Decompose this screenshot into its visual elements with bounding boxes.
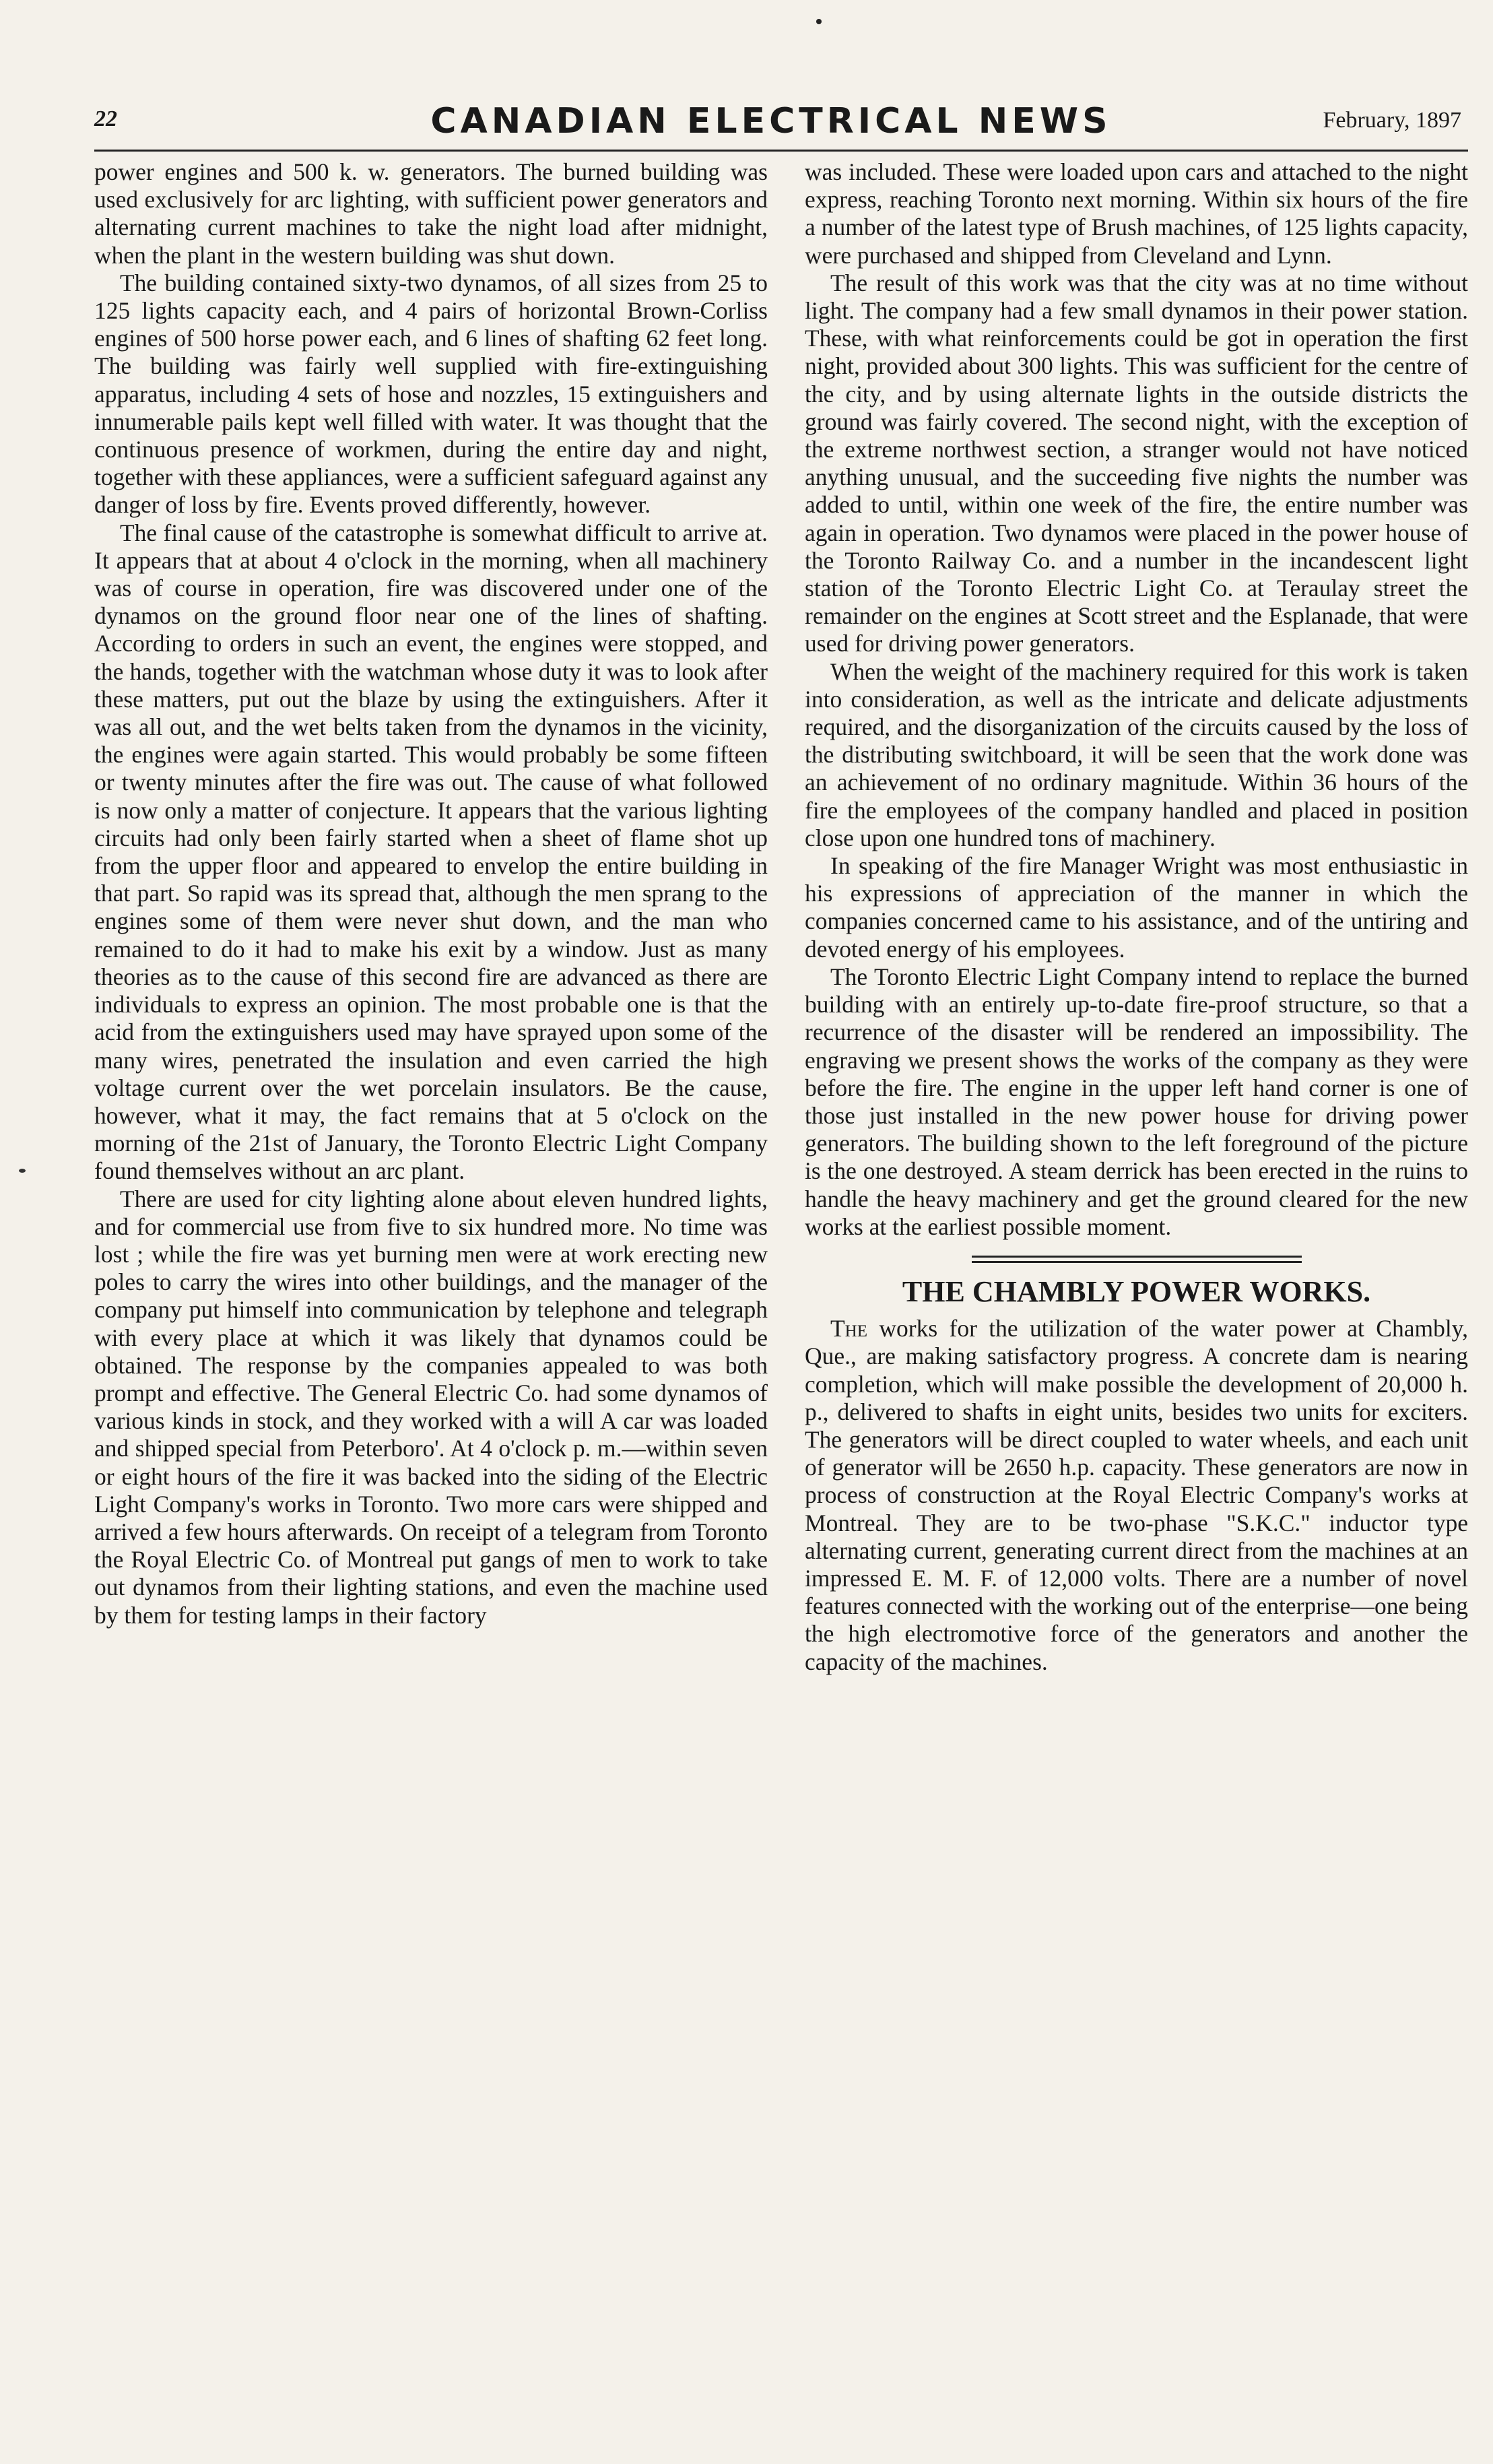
paragraph: The building contained sixty-two dynamos, of all sizes from 25 to 125 lights capacity each, and 4 pairs of horizontal Brown-Corliss engines of 500 horse power each, and 6 lines of shafting 62 feet long. The building was fairly well supplied with fire-extinguishing apparatus, including 4 sets of hose and nozzles, 15 extinguishers and innumerable pails kept well filled with water. It was thought that the continuous presence of workmen, during the entire day and night, together with these appliances, were a sufficient safeguard against any danger of loss by fire. Events proved differently, however. [94, 269, 768, 519]
right-column [805, 158, 1468, 1676]
paragraph: When the weight of the machinery required for this work is taken into consideration, as well as the intricate and delicate adjustments required, and the disorganization of the circuits caused by the loss of the distributing switchboard, it will be seen that the work done was an achievement of no ordinary magnitude. Within 36 hours of the fire the employees of the company handled and placed in position close upon one hundred tons of machinery. [805, 657, 1468, 851]
header-rule [94, 150, 1468, 152]
paragraph [805, 1315, 1468, 1676]
section-divider [972, 1256, 1302, 1263]
paragraph: The Toronto Electric Light Company intend to replace the burned building with an entirely up-to-date fire-proof structure, so that a recurrence of the disaster will be rendered an impossibility. The engraving we present shows the works of the company as they were before the fire. The engine in the upper left hand corner is one of those just installed in the new power house for driving power generators. The building shown to the left foreground of the picture is the one destroyed. A steam derrick has been erected in the ruins to handle the heavy machinery and get the ground cleared for the new works at the earliest possible moment. [805, 963, 1468, 1240]
page-number: 22 [94, 106, 117, 131]
issue-date: February, 1897 [1323, 108, 1461, 133]
section-title: THE CHAMBLY POWER WORKS. [902, 1274, 1371, 1308]
ink-dot [816, 19, 822, 24]
paragraph: The final cause of the catastrophe is somewhat difficult to arrive at. It appears that at about 4 o'clock in the morning, when all machinery was of course in operation, fire was discovered under one of the dynamos on the ground floor near one of the lines of shafting. According to orders in such an event, the engines were stopped, and the hands, together with the watchman whose duty it was to look after these matters, put out the blaze by using the extinguishers. After it was all out, and the wet belts taken from the dynamos in the vicinity, the engines were again started. This would probably be some fifteen or twenty minutes after the fire was out. The cause of what followed is now only a matter of conjecture. It appears that the various lighting circuits had only been fairly started when a sheet of flame shot up from the upper floor and appeared to envelop the entire building in that part. So rapid was its spread that, although the men sprang to the engines some of them were never shut down, and the man who remained to do it had to make his exit by a window. Just as many theories as to the cause of this second fire are advanced as there are individuals to express an opinion. The most probable one is that the acid from the extinguishers used may have sprayed upon some of the many wires, penetrated the insulation and even carried the high voltage current over the wet porcelain insulators. Be the cause, however, what it may, the fact remains that at 5 o'clock on the morning of the 21st of January, the Toronto Electric Light Company found themselves without an arc plant. [94, 519, 768, 1185]
masthead: CANADIAN ELECTRICAL NEWS [430, 101, 1112, 141]
paragraph: power engines and 500 k. w. generators. The burned building was used exclusively for arc lighting, with sufficient power generators and alternating current machines to take the night load after midnight, when the plant in the western building was shut down. [94, 158, 768, 269]
ink-dot [19, 1169, 26, 1173]
paragraph-body: works for the utilization of the water power at Chambly, Que., are making satisfactory progress. A concrete dam is nearing completion, which will make possible the development of 20,000 h. p., delivered to shafts in eight units, besides two units for exciters. The generators will be direct coupled to water wheels, and each unit of generator will be 2650 h.p. capacity. These generators are now in process of construction at the Royal Electric Company's works at Montreal. They are to be two-phase "S.K.C." inductor type alternating current, generating current direct from the machines at an impressed E. M. F. of 12,000 volts. There are a number of novel features connected with the working out of the enterprise—one being the high electromotive force of the generators and another the capacity of the machines. [805, 1315, 1469, 1675]
paragraph: was included. These were loaded upon cars and attached to the night express, reaching Toronto next morning. Within six hours of the fire a number of the latest type of Brush machines, of 125 lights capacity, were purchased and shipped from Cleveland and Lynn. [805, 158, 1468, 269]
paragraph: There are used for city lighting alone about eleven hundred lights, and for commercial use from five to six hundred more. No time was lost ; while the fire was yet burning men were at work erecting new poles to carry the wires into other buildings, and the manager of the company put himself into communication by telephone and telegraph with every place at which it was likely that dynamos could be obtained. The response by the companies appealed to was both prompt and effective. The General Electric Co. had some dynamos of various kinds in stock, and they worked with a will A car was loaded and shipped special from Peterboro'. At 4 o'clock p. m.—within seven or eight hours of the fire it was backed into the siding of the Electric Light Company's works in Toronto. Two more cars were shipped and arrived a few hours afterwards. On receipt of a telegram from Toronto the Royal Electric Co. of Montreal put gangs of men to work to take out dynamos from their lighting stations, and even the machine used by them for testing lamps in their factory [94, 1185, 768, 1629]
lead-word: The [830, 1315, 868, 1342]
page-header [81, 101, 1461, 148]
paragraph: The result of this work was that the city was at no time without light. The company had a few small dynamos in their power station. These, with what reinforcements could be got in operation the first night, provided about 300 lights. This was sufficient for the centre of the city, and by using alternate lights in the outside districts the ground was fairly covered. The second night, with the exception of the extreme northwest section, a stranger would not have noticed anything unusual, and the succeeding five nights the number was added to until, within one week of the fire, the entire number was again in operation. Two dynamos were placed in the power house of the Toronto Railway Co. and a number in the incandescent light station of the Toronto Electric Light Co. at Teraulay street the remainder on the engines at Scott street and the Esplanade, that were used for driving power generators. [805, 269, 1468, 657]
paragraph: In speaking of the fire Manager Wright was most enthusiastic in his expressions of appreciation of the manner in which the companies concerned came to his assistance, and of the untiring and devoted energy of his employees. [805, 852, 1468, 963]
left-column [94, 158, 768, 1629]
